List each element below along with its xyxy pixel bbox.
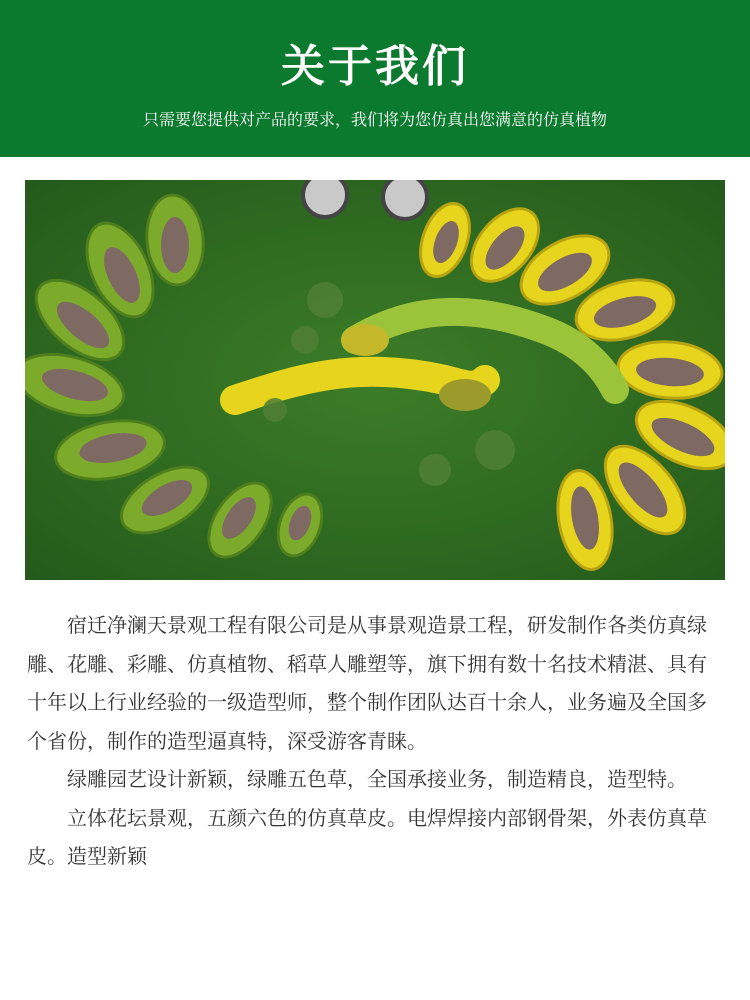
shelter-right <box>383 180 427 219</box>
page-title: 关于我们 <box>281 41 469 92</box>
shelter-left <box>303 180 347 217</box>
paragraph-intro: 宿迁净澜天景观工程有限公司是从事景观造景工程，研发制作各类仿真绿雕、花雕、彩雕、仿真植物、稻草人雕塑等，旗下拥有数十名技术精湛、具有十年以上行业经验的一级造型师，整个制作团队达百十余人，业务遍及全国多个省份，制作的造型逼真特，深受游客青睐。 <box>27 613 707 753</box>
peacock-topiary-photo <box>25 180 725 580</box>
peacock-illustration <box>25 180 725 580</box>
paragraph-flowerbed: 立体花坛景观，五颜六色的仿真草皮。电焊焊接内部钢骨架，外表仿真草皮。造型新颖 <box>27 805 707 868</box>
company-description <box>27 606 717 876</box>
peacock-head-right <box>439 379 491 411</box>
peacock-head-left <box>341 324 389 356</box>
paragraph-design: 绿雕园艺设计新颖，绿雕五色草，全国承接业务，制造精良，造型特。 <box>67 767 687 791</box>
page-subtitle: 只需要您提供对产品的要求，我们将为您仿真出您满意的仿真植物 <box>142 110 607 129</box>
page-header <box>0 0 750 157</box>
